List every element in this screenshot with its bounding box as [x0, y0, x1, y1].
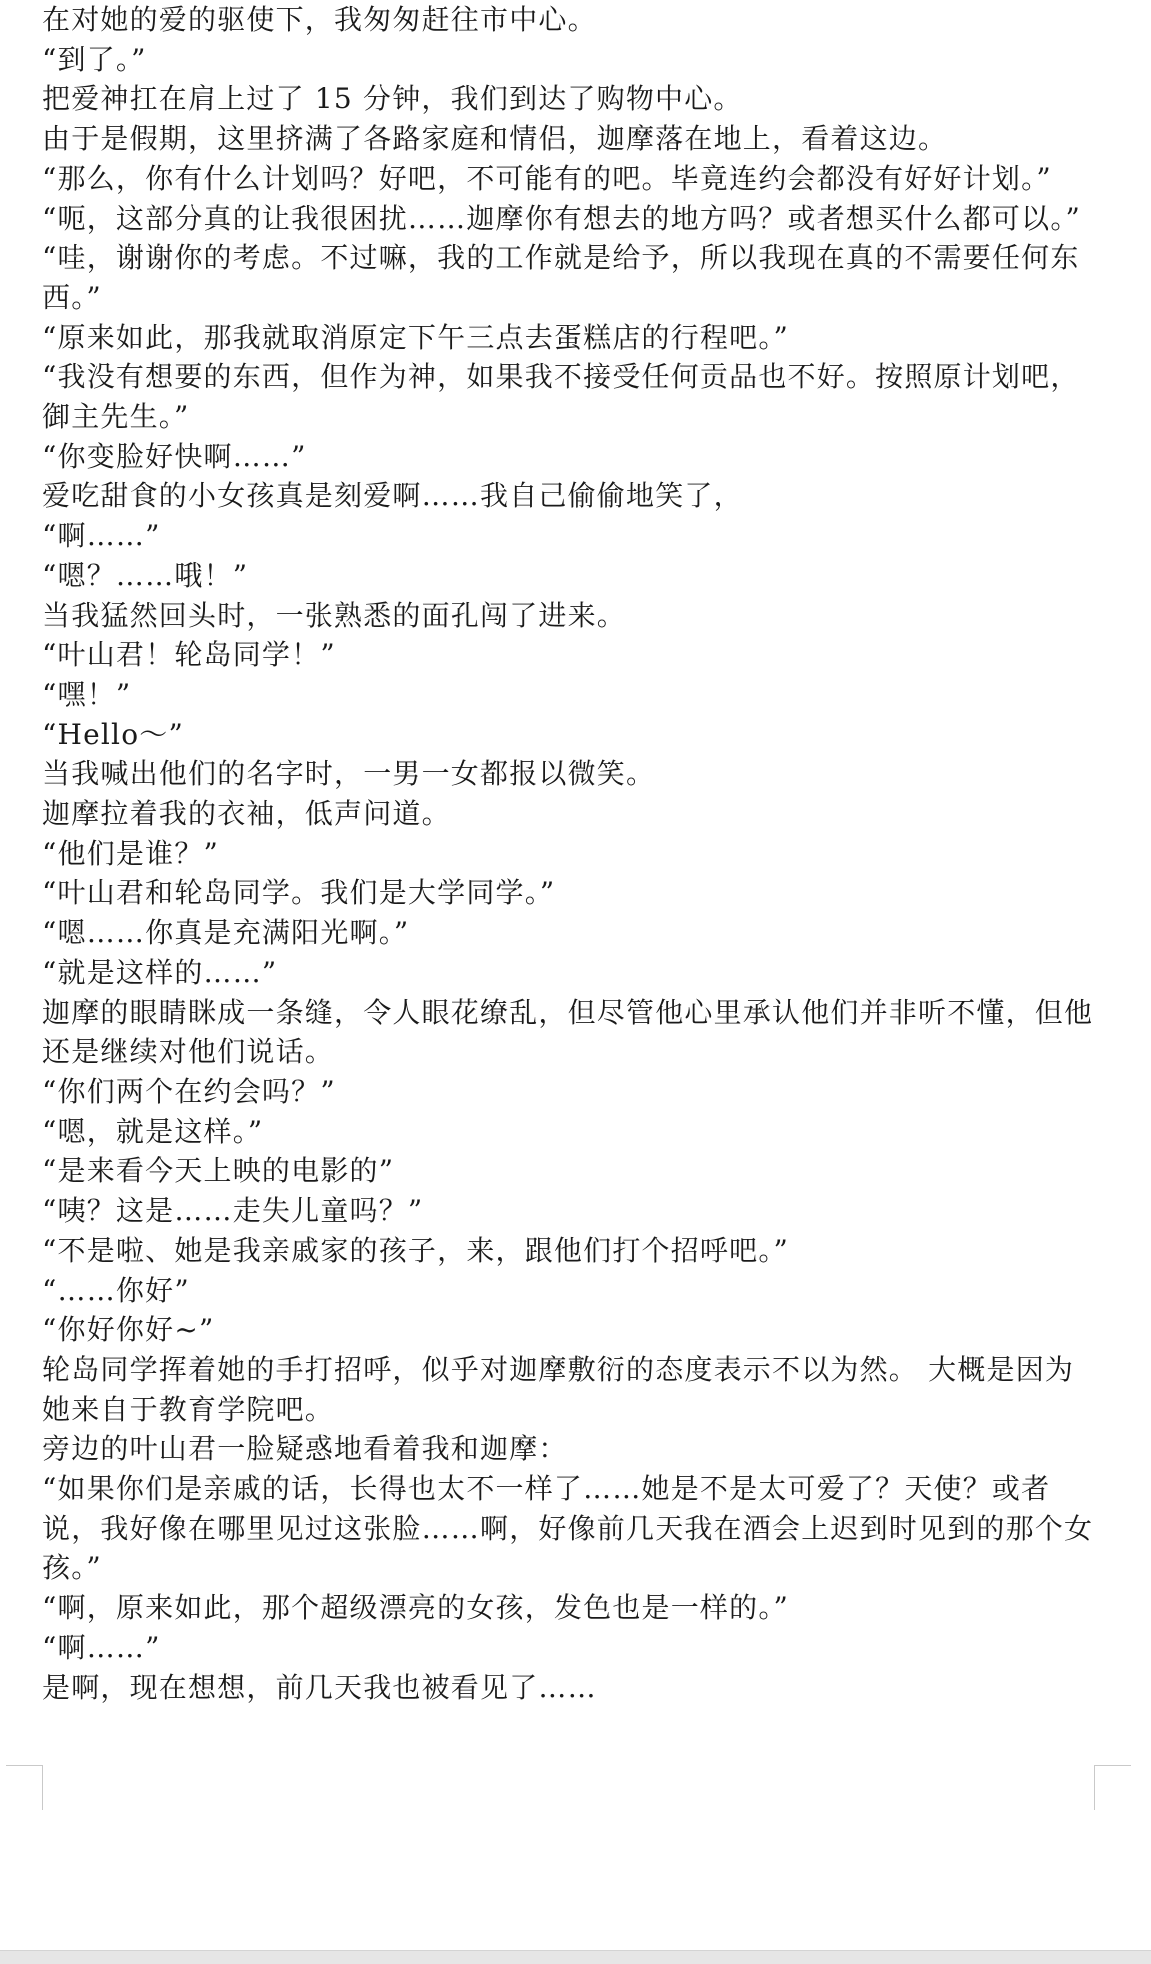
paragraph: “呃，这部分真的让我很困扰……迦摩你有想去的地方吗？或者想买什么都可以。”: [42, 201, 1082, 235]
paragraph: “如果你们是亲戚的话，长得也太不一样了……她是不是太可爱了？天使？或者说，我好像在哪里见过这张脸……啊，好像前几天我在酒会上迟到时见到的那个女孩。”: [42, 1472, 1094, 1585]
paragraph: “你好你好~”: [42, 1313, 215, 1347]
paragraph: “你变脸好快啊……”: [42, 439, 307, 473]
paragraph: 是啊，现在想想，前几天我也被看见了……: [42, 1670, 597, 1704]
paragraph: “到了。”: [42, 42, 147, 76]
paragraph: 旁边的叶山君一脸疑惑地看着我和迦摩：: [42, 1432, 568, 1466]
paragraph: 当我猛然回头时，一张熟悉的面孔闯了进来。: [42, 598, 627, 632]
paragraph: “原来如此，那我就取消原定下午三点去蛋糕店的行程吧。”: [42, 320, 790, 354]
paragraph: 把爱神扛在肩上过了 15 分钟，我们到达了购物中心。: [42, 82, 743, 116]
paragraph: “是来看今天上映的电影的”: [42, 1154, 395, 1188]
paragraph: “啊……”: [42, 519, 161, 553]
paragraph: “那么，你有什么计划吗？好吧，不可能有的吧。毕竟连约会都没有好好计划。”: [42, 161, 1052, 195]
paragraph: “哇，谢谢你的考虑。不过嘛，我的工作就是给予，所以我现在真的不需要任何东西。”: [42, 241, 1080, 314]
paragraph: “不是啦、她是我亲戚家的孩子，来，跟他们打个招呼吧。”: [42, 1233, 790, 1267]
paragraph: “你们两个在约会吗？”: [42, 1074, 336, 1108]
paragraph: “咦？这是……走失儿童吗？”: [42, 1194, 424, 1228]
paragraph: 轮岛同学挥着她的手打招呼，似乎对迦摩敷衍的态度表示不以为然。 大概是因为她来自于教育学院吧。: [42, 1352, 1075, 1426]
paragraph: “嘿！”: [42, 677, 132, 711]
paragraph: “啊……”: [42, 1630, 161, 1664]
paragraph: 迦摩的眼睛眯成一条缝，令人眼花缭乱，但尽管他心里承认他们并非听不懂，但他还是继续对他们说话。: [42, 995, 1094, 1069]
paragraph: “Hello～”: [42, 717, 184, 751]
paragraph: 当我喊出他们的名字时，一男一女都报以微笑。: [42, 757, 656, 791]
paragraph: “嗯……你真是充满阳光啊。”: [42, 916, 410, 950]
document-body: [42, 0, 1098, 1707]
paragraph: “……你好”: [42, 1273, 190, 1307]
paragraph: “我没有想要的东西，但作为神，如果我不接受任何贡品也不好。按照原计划吧，御主先生。”: [42, 360, 1080, 434]
paragraph: “叶山君！轮岛同学！”: [42, 638, 336, 672]
paragraph: “叶山君和轮岛同学。我们是大学同学。”: [42, 876, 556, 910]
page-margin-corner-right: [1094, 1765, 1131, 1810]
page-margin-corner-left: [6, 1765, 43, 1810]
paragraph: 迦摩拉着我的衣袖，低声问道。: [42, 797, 451, 831]
paragraph: “啊，原来如此，那个超级漂亮的女孩，发色也是一样的。”: [42, 1591, 790, 1625]
paragraph: “嗯？……哦！”: [42, 558, 249, 592]
paragraph: 由于是假期，这里挤满了各路家庭和情侣，迦摩落在地上，看着这边。: [42, 122, 948, 156]
paragraph: 在对她的爱的驱使下，我匆匆赶往市中心。: [42, 3, 597, 36]
paragraph: “嗯，就是这样。”: [42, 1114, 264, 1148]
paragraph: “就是这样的……”: [42, 955, 278, 989]
paragraph: 爱吃甜食的小女孩真是刻爱啊……我自己偷偷地笑了，: [42, 479, 743, 513]
window-bottom-edge: [0, 1950, 1151, 1964]
paragraph: “他们是谁？”: [42, 836, 220, 870]
